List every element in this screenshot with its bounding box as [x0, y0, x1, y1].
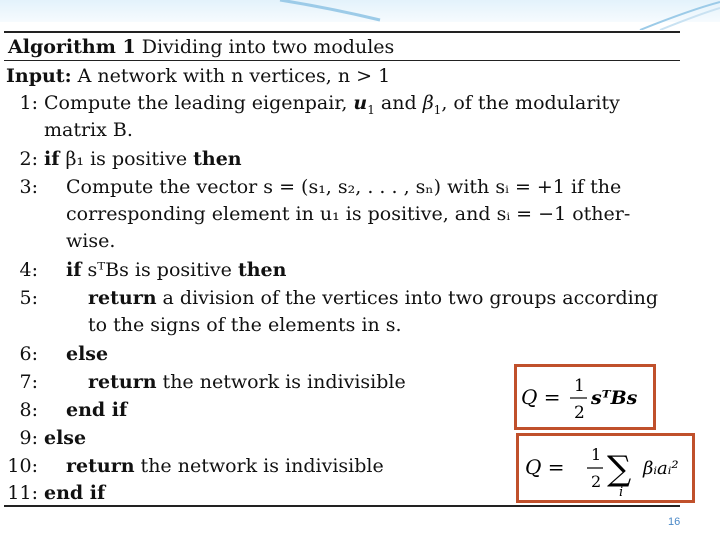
formula-denominator: 2	[574, 403, 585, 423]
keyword-end-if: end if	[66, 399, 128, 421]
line-text: sᵀBs is positive	[81, 259, 238, 281]
input-label: Input:	[6, 65, 72, 87]
line-text: a division of the vertices into two groups according	[156, 287, 659, 309]
line-text: β₁ is positive	[59, 148, 194, 170]
keyword-return: return	[88, 371, 157, 393]
algorithm-title-label: Algorithm 1	[8, 36, 136, 58]
line-text: to the signs of the elements in s.	[88, 314, 402, 336]
line-text: Compute the leading eigenpair,	[44, 92, 354, 114]
input-text: A network with n vertices, n > 1	[77, 65, 391, 87]
math-u: u	[353, 92, 368, 114]
keyword-end-if: end if	[44, 482, 106, 504]
line-number: 6:	[19, 343, 38, 365]
keyword-then: then	[193, 148, 242, 170]
line-number: 9:	[19, 427, 38, 449]
line-text: the network is indivisible	[156, 371, 406, 393]
keyword-else: else	[66, 343, 109, 365]
formula-numerator: 1	[591, 445, 602, 464]
line-number: 11:	[7, 482, 38, 504]
line-text: the network is indivisible	[134, 455, 384, 477]
math-sub: 1	[367, 102, 375, 117]
line-text: and	[374, 92, 423, 114]
formula-lhs: Q =	[521, 385, 561, 409]
formula-rhs: sᵀBs	[591, 387, 638, 409]
formula-denominator: 2	[591, 472, 602, 491]
algorithm-title-text: Dividing into two modules	[141, 36, 395, 58]
keyword-if: if	[66, 259, 82, 281]
line-text: matrix B.	[44, 119, 133, 141]
math-beta: β	[422, 92, 434, 114]
line-number: 5:	[19, 287, 38, 309]
line-text: Compute the vector s = (s₁, s₂, . . . , sₙ) with sᵢ = +1 if the	[66, 176, 622, 198]
slide-header-swoosh	[0, 0, 720, 30]
keyword-return: return	[88, 287, 157, 309]
algorithm-title	[4, 33, 680, 61]
line-number: 4:	[19, 259, 38, 281]
line-number: 7:	[19, 371, 38, 393]
slide-page-number: 16	[668, 516, 681, 528]
formula-box-eigen	[516, 433, 695, 503]
line-number: 3:	[19, 176, 38, 198]
formula-lhs: Q =	[525, 455, 565, 479]
keyword-else: else	[44, 427, 87, 449]
line-text: corresponding element in u₁ is positive, and sᵢ = −1 other-	[66, 203, 631, 225]
keyword-if: if	[44, 148, 60, 170]
line-number: 10:	[7, 455, 38, 477]
formula-eigen	[519, 436, 692, 500]
formula-modularity	[517, 367, 653, 427]
line-number: 1:	[19, 92, 38, 114]
formula-numerator: 1	[574, 376, 585, 396]
line-number: 2:	[19, 148, 38, 170]
line-number: 8:	[19, 399, 38, 421]
keyword-then: then	[237, 259, 287, 281]
line-text: , of the modularity	[441, 92, 620, 114]
formula-sum-index: i	[619, 485, 624, 500]
keyword-return: return	[66, 455, 135, 477]
line-text: wise.	[66, 230, 116, 252]
formula-sum-symbol: ∑	[607, 449, 632, 489]
formula-rhs: βᵢaᵢ²	[643, 458, 679, 479]
math-sub: 1	[433, 102, 442, 117]
formula-box-modularity	[514, 364, 656, 430]
